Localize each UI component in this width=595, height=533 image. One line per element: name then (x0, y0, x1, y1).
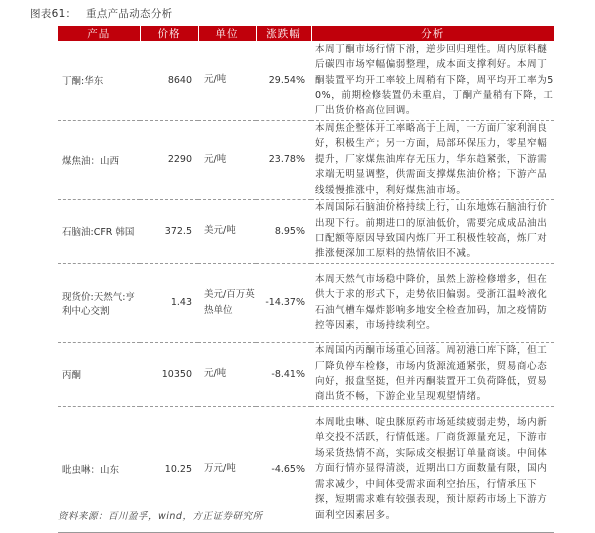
header-product: 产品 (58, 26, 140, 41)
product-cell: 石脑油:CFR 韩国 (58, 199, 140, 263)
product-cell: 吡虫啉：山东 (58, 406, 140, 532)
source-note: 资料来源：百川盈孚，wind，方正证券研究所 (58, 511, 263, 522)
unit-cell: 美元/百万英热单位 (198, 263, 256, 342)
product-cell: 现货价:天然气:亨利中心交割 (58, 263, 140, 342)
unit-cell: 万元/吨 (198, 406, 256, 532)
header-unit: 单位 (198, 26, 256, 41)
figure-caption: 重点产品动态分析 (86, 8, 173, 20)
table-row (58, 120, 554, 199)
change-cell: 29.54% (256, 41, 311, 120)
unit-cell: 元/吨 (198, 342, 256, 406)
header-price: 价格 (140, 26, 198, 41)
change-cell: -14.37% (256, 263, 311, 342)
price-cell: 10350 (140, 342, 198, 406)
product-cell: 丙酮 (58, 342, 140, 406)
figure-label: 图表61： (30, 8, 77, 20)
analysis-cell: 本周吡虫啉、啶虫脒原药市场延续疲弱走势，场内新单交投不活跃，行情低迷。厂商货源量充足，下游市场采货热情不高，实际成交根据订单量商谈。中间体方面行情亦显得清淡，近期出口方面数量有限，国内需求减少，中间体受需求面利空抬压，行情承压下探，短期需求难有较强表现，预计原药市场上下游方面利空因素居多。 (311, 406, 554, 532)
analysis-cell: 本周丁酮市场行情下滑，逆步回归理性。周内原料醚后碳四市场窄幅偏弱整理，成本面支撑利好。本周丁酮装置平均开工率较上周稍有下降，周平均开工率为50%，前期检修装置仍未重启，丁酮产量稍有下降，工厂出货价格高位回调。 (311, 41, 554, 120)
analysis-cell: 本周焦企整体开工率略高于上周，一方面厂家利润良好，积极生产；另一方面，局部环保压力，零星窄幅提升，厂家煤焦油库存无压力，华东趋紧张，下游需求端无明显调整，供需面支撑煤焦油价格；下游产品线缓慢推涨中，利好煤焦油市场。 (311, 120, 554, 199)
table-row (58, 41, 554, 120)
price-cell: 372.5 (140, 199, 198, 263)
table-row (58, 342, 554, 406)
header-change: 涨跌幅 (256, 26, 311, 41)
change-cell: -8.41% (256, 342, 311, 406)
analysis-cell: 本周天然气市场稳中降价，虽然上游检修增多，但在供大于求的形式下，走势依旧偏弱。受浙江温岭液化石油气槽车爆炸影响多地安全检查加码，加之疫情防控等因素，市场持续利空。 (311, 263, 554, 342)
table-row (58, 263, 554, 342)
unit-cell: 美元/吨 (198, 199, 256, 263)
price-cell: 2290 (140, 120, 198, 199)
header-analysis: 分析 (311, 26, 554, 41)
change-cell: 23.78% (256, 120, 311, 199)
price-cell: 10.25 (140, 406, 198, 532)
product-cell: 丁酮:华东 (58, 41, 140, 120)
table-header-row (58, 26, 554, 41)
table-row (58, 199, 554, 263)
price-cell: 1.43 (140, 263, 198, 342)
product-analysis-table (58, 26, 554, 533)
figure-title (30, 4, 172, 24)
product-cell: 煤焦油：山西 (58, 120, 140, 199)
price-cell: 8640 (140, 41, 198, 120)
change-cell: 8.95% (256, 199, 311, 263)
unit-cell: 元/吨 (198, 120, 256, 199)
change-cell: -4.65% (256, 406, 311, 532)
analysis-cell: 本周国内丙酮市场重心回落。周初港口库下降，但工厂降负停车检修，市场内货源流通紧张，贸易商心态向好，报盘坚挺，但并丙酮装置开工负荷降低，贸易商出货不畅，下游企业呈现观望情绪。 (311, 342, 554, 406)
analysis-cell: 本周国际石脑油价格持续上行，山东地炼石脑油行价出现下行。前期进口的原油低价，需要完成成品油出口配额等原因导致国内炼厂开工积极性较高，炼厂对推涨便深加工原料的热情依旧不减。 (311, 199, 554, 263)
unit-cell: 元/吨 (198, 41, 256, 120)
